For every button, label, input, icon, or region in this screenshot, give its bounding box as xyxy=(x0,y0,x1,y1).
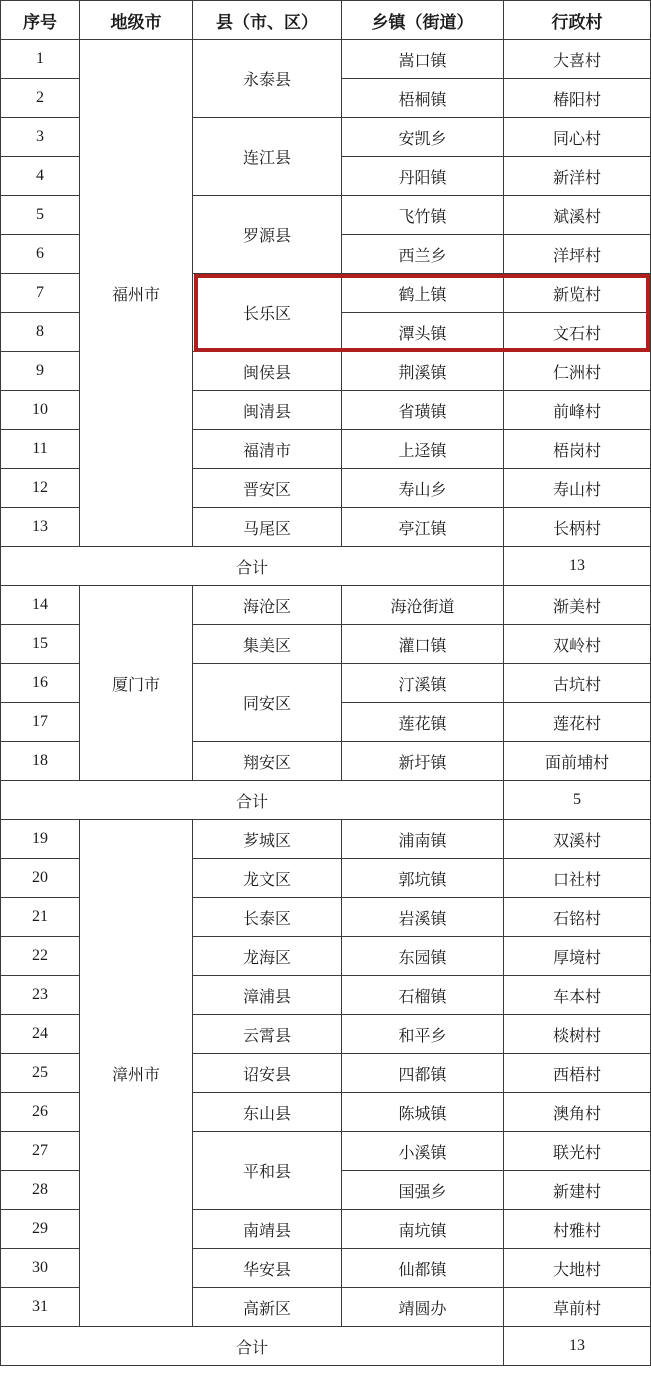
cell-county: 马尾区 xyxy=(193,508,342,547)
cell-county: 龙文区 xyxy=(193,859,342,898)
cell-township: 丹阳镇 xyxy=(342,157,504,196)
cell-index: 12 xyxy=(1,469,80,508)
cell-township: 亭江镇 xyxy=(342,508,504,547)
cell-index: 2 xyxy=(1,79,80,118)
cell-village: 前峰村 xyxy=(504,391,651,430)
cell-index: 27 xyxy=(1,1132,80,1171)
cell-city: 漳州市 xyxy=(80,820,193,1327)
cell-village: 双岭村 xyxy=(504,625,651,664)
cell-county: 平和县 xyxy=(193,1132,342,1210)
cell-village: 莲花村 xyxy=(504,703,651,742)
total-value: 5 xyxy=(504,781,651,820)
cell-county: 闽清县 xyxy=(193,391,342,430)
cell-township: 新圩镇 xyxy=(342,742,504,781)
cell-village: 西梧村 xyxy=(504,1054,651,1093)
total-label: 合计 xyxy=(1,547,504,586)
cell-township: 梧桐镇 xyxy=(342,79,504,118)
cell-county: 同安区 xyxy=(193,664,342,742)
cell-index: 10 xyxy=(1,391,80,430)
cell-city: 厦门市 xyxy=(80,586,193,781)
total-row xyxy=(1,781,651,820)
cell-index: 5 xyxy=(1,196,80,235)
cell-village: 联光村 xyxy=(504,1132,651,1171)
cell-township: 省璜镇 xyxy=(342,391,504,430)
total-value: 13 xyxy=(504,547,651,586)
cell-village: 双溪村 xyxy=(504,820,651,859)
cell-index: 28 xyxy=(1,1171,80,1210)
cell-county: 海沧区 xyxy=(193,586,342,625)
cell-index: 29 xyxy=(1,1210,80,1249)
cell-village: 石铭村 xyxy=(504,898,651,937)
cell-county: 华安县 xyxy=(193,1249,342,1288)
table-row xyxy=(1,40,651,79)
cell-township: 南坑镇 xyxy=(342,1210,504,1249)
cell-county: 长泰区 xyxy=(193,898,342,937)
cell-index: 1 xyxy=(1,40,80,79)
cell-village: 同心村 xyxy=(504,118,651,157)
cell-county: 晋安区 xyxy=(193,469,342,508)
cell-township: 和平乡 xyxy=(342,1015,504,1054)
cell-county: 福清市 xyxy=(193,430,342,469)
cell-village: 车本村 xyxy=(504,976,651,1015)
cell-county: 诏安县 xyxy=(193,1054,342,1093)
header-city: 地级市 xyxy=(80,1,193,40)
cell-township: 郭坑镇 xyxy=(342,859,504,898)
cell-village: 仁洲村 xyxy=(504,352,651,391)
cell-township: 汀溪镇 xyxy=(342,664,504,703)
cell-village: 村雅村 xyxy=(504,1210,651,1249)
cell-village: 椿阳村 xyxy=(504,79,651,118)
header-row xyxy=(1,1,651,40)
cell-township: 潭头镇 xyxy=(342,313,504,352)
cell-index: 30 xyxy=(1,1249,80,1288)
cell-township: 国强乡 xyxy=(342,1171,504,1210)
cell-index: 19 xyxy=(1,820,80,859)
cell-township: 东园镇 xyxy=(342,937,504,976)
cell-township: 小溪镇 xyxy=(342,1132,504,1171)
cell-township: 上迳镇 xyxy=(342,430,504,469)
cell-index: 15 xyxy=(1,625,80,664)
total-row xyxy=(1,1327,651,1366)
cell-city: 福州市 xyxy=(80,40,193,547)
cell-township: 灌口镇 xyxy=(342,625,504,664)
header-village: 行政村 xyxy=(504,1,651,40)
cell-index: 21 xyxy=(1,898,80,937)
cell-village: 口社村 xyxy=(504,859,651,898)
cell-index: 24 xyxy=(1,1015,80,1054)
cell-village: 梧岗村 xyxy=(504,430,651,469)
cell-index: 26 xyxy=(1,1093,80,1132)
cell-village: 大喜村 xyxy=(504,40,651,79)
cell-township: 莲花镇 xyxy=(342,703,504,742)
cell-township: 嵩口镇 xyxy=(342,40,504,79)
cell-index: 25 xyxy=(1,1054,80,1093)
cell-county: 永泰县 xyxy=(193,40,342,118)
cell-index: 9 xyxy=(1,352,80,391)
cell-village: 厚境村 xyxy=(504,937,651,976)
cell-village: 新建村 xyxy=(504,1171,651,1210)
cell-village: 寿山村 xyxy=(504,469,651,508)
cell-index: 17 xyxy=(1,703,80,742)
cell-county: 闽侯县 xyxy=(193,352,342,391)
table-body xyxy=(1,40,651,1366)
total-value: 13 xyxy=(504,1327,651,1366)
cell-index: 8 xyxy=(1,313,80,352)
cell-index: 23 xyxy=(1,976,80,1015)
cell-index: 31 xyxy=(1,1288,80,1327)
cell-index: 13 xyxy=(1,508,80,547)
cell-village: 面前埔村 xyxy=(504,742,651,781)
cell-township: 鹤上镇 xyxy=(342,274,504,313)
cell-township: 陈城镇 xyxy=(342,1093,504,1132)
header-county: 县（市、区） xyxy=(193,1,342,40)
cell-county: 云霄县 xyxy=(193,1015,342,1054)
table-row xyxy=(1,820,651,859)
cell-village: 新览村 xyxy=(504,274,651,313)
cell-index: 3 xyxy=(1,118,80,157)
total-row xyxy=(1,547,651,586)
cell-index: 7 xyxy=(1,274,80,313)
cell-index: 18 xyxy=(1,742,80,781)
cell-index: 11 xyxy=(1,430,80,469)
cell-village: 新洋村 xyxy=(504,157,651,196)
cell-index: 4 xyxy=(1,157,80,196)
cell-township: 荆溪镇 xyxy=(342,352,504,391)
total-label: 合计 xyxy=(1,1327,504,1366)
cell-county: 漳浦县 xyxy=(193,976,342,1015)
header-index: 序号 xyxy=(1,1,80,40)
cell-village: 大地村 xyxy=(504,1249,651,1288)
cell-township: 安凯乡 xyxy=(342,118,504,157)
cell-county: 集美区 xyxy=(193,625,342,664)
cell-township: 浦南镇 xyxy=(342,820,504,859)
cell-county: 翔安区 xyxy=(193,742,342,781)
cell-index: 6 xyxy=(1,235,80,274)
cell-county: 东山县 xyxy=(193,1093,342,1132)
cell-county: 南靖县 xyxy=(193,1210,342,1249)
cell-county: 长乐区 xyxy=(193,274,342,352)
cell-county: 芗城区 xyxy=(193,820,342,859)
cell-county: 连江县 xyxy=(193,118,342,196)
cell-index: 22 xyxy=(1,937,80,976)
cell-village: 斌溪村 xyxy=(504,196,651,235)
cell-township: 靖圆办 xyxy=(342,1288,504,1327)
cell-township: 寿山乡 xyxy=(342,469,504,508)
total-label: 合计 xyxy=(1,781,504,820)
cell-county: 龙海区 xyxy=(193,937,342,976)
cell-index: 14 xyxy=(1,586,80,625)
cell-county: 高新区 xyxy=(193,1288,342,1327)
cell-index: 20 xyxy=(1,859,80,898)
cell-village: 澳角村 xyxy=(504,1093,651,1132)
cell-township: 石榴镇 xyxy=(342,976,504,1015)
cell-village: 草前村 xyxy=(504,1288,651,1327)
cell-village: 棪树村 xyxy=(504,1015,651,1054)
cell-township: 岩溪镇 xyxy=(342,898,504,937)
cell-township: 四都镇 xyxy=(342,1054,504,1093)
cell-village: 长柄村 xyxy=(504,508,651,547)
cell-township: 西兰乡 xyxy=(342,235,504,274)
cell-village: 洋坪村 xyxy=(504,235,651,274)
cell-index: 16 xyxy=(1,664,80,703)
cell-township: 仙都镇 xyxy=(342,1249,504,1288)
cell-township: 海沧街道 xyxy=(342,586,504,625)
table-row xyxy=(1,586,651,625)
cell-county: 罗源县 xyxy=(193,196,342,274)
cell-village: 文石村 xyxy=(504,313,651,352)
cell-village: 古坑村 xyxy=(504,664,651,703)
cell-township: 飞竹镇 xyxy=(342,196,504,235)
header-township: 乡镇（街道） xyxy=(342,1,504,40)
cell-village: 渐美村 xyxy=(504,586,651,625)
